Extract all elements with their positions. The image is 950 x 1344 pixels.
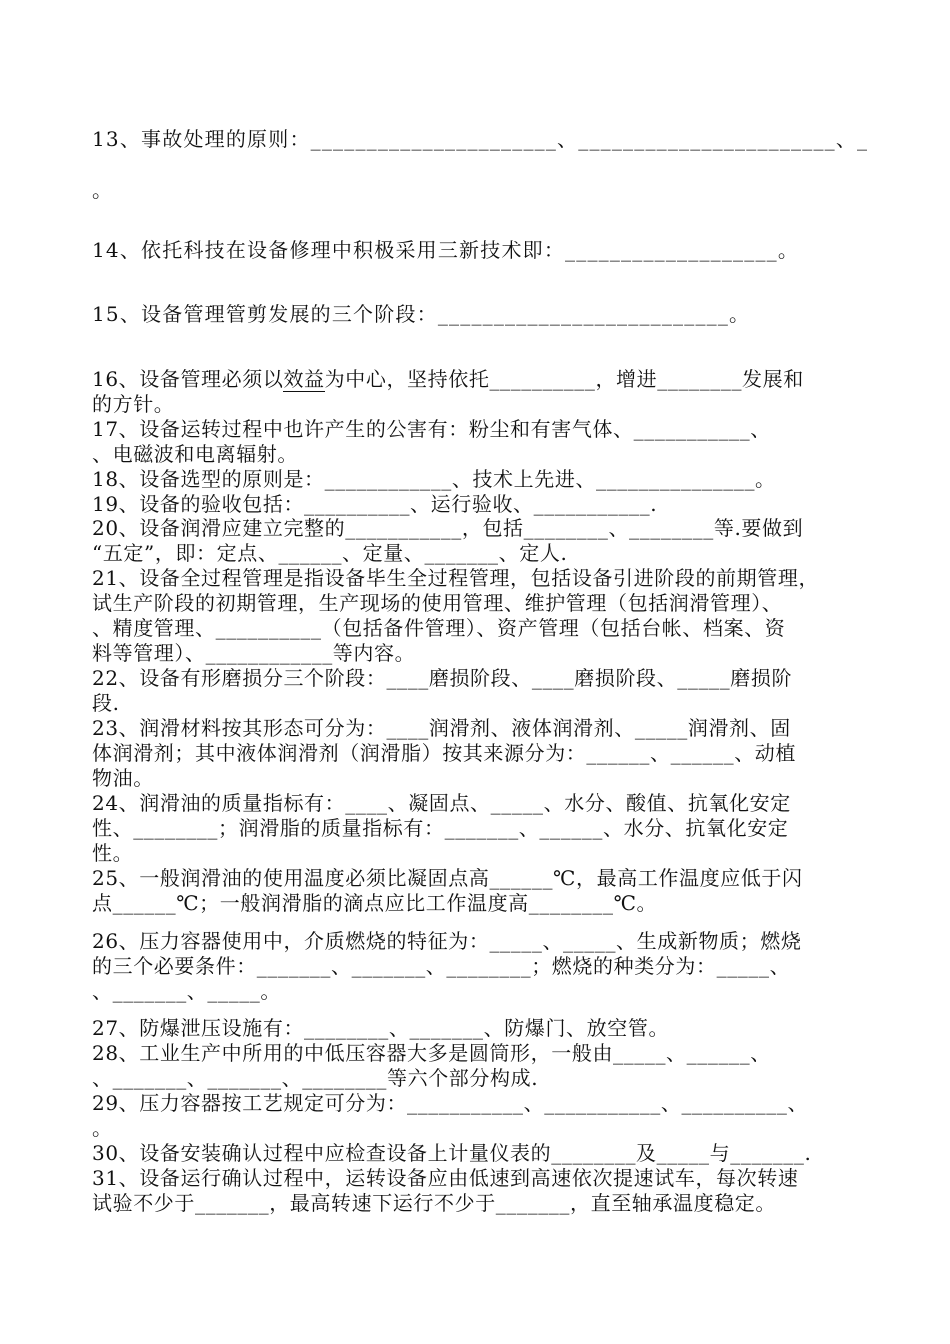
question-23-line-1: 23、润滑材料按其形态可分为：____润滑剂、液体润滑剂、_____润滑剂、固 <box>92 716 791 740</box>
question-26-line-1: 26、压力容器使用中，介质燃烧的特征为：_____、_____、生成新物质；燃烧 <box>92 929 802 953</box>
question-29-line-2: 。 <box>92 1116 113 1140</box>
question-19-line-1: 19、设备的验收包括：__________、运行验收、___________. <box>92 492 658 516</box>
question-23-line-2: 体润滑剂；其中液体润滑剂（润滑脂）按其来源分为：______、______、动植 <box>92 741 796 765</box>
question-16-line-2: 的方针。 <box>92 392 175 416</box>
question-20-line-2: “五定”，即：定点、______、定量、_______、定人. <box>92 541 568 565</box>
question-21-line-3: 、精度管理、__________（包括备件管理）、资产管理（包括台帐、档案、资 <box>92 616 786 640</box>
question-26-line-3: 、_______、_____。 <box>92 979 281 1003</box>
question-25-line-2: 点______℃；一般润滑脂的滴点应比工作温度高________℃。 <box>92 891 658 915</box>
question-18-line-1: 18、设备选型的原则是：____________、技术上先进、_______________。 <box>92 467 776 491</box>
question-28-line-1: 28、工业生产中所用的中低压容器大多是圆筒形，一般由_____、______、 <box>92 1041 771 1065</box>
question-17-line-1: 17、设备运转过程中也许产生的公害有：粉尘和有害气体、___________、 <box>92 417 771 441</box>
question-31-line-2: 试验不少于_______，最高转速下运行不少于_______，直至轴承温度稳定。 <box>92 1191 776 1215</box>
question-23-line-3: 物油。 <box>92 766 154 790</box>
underlined-word: 效益 <box>283 367 325 391</box>
question-25-line-1: 25、一般润滑油的使用温度必须比凝固点高______℃，最高工作温度应低于闪 <box>92 866 803 890</box>
question-14-line-1: 14、依托科技在设备修理中积极采用三新技术即：___________________。 <box>92 238 800 262</box>
question-24-line-2: 性、________；润滑脂的质量指标有：_______、______、水分、抗氧化安定 <box>92 816 789 840</box>
question-30-line-1: 30、设备安装确认过程中应检查设备上计量仪表的________及_____与_______. <box>92 1141 812 1165</box>
question-24-line-3: 性。 <box>92 841 134 865</box>
question-17-line-2: 、电磁波和电离辐射。 <box>92 442 298 466</box>
question-21-line-2: 试生产阶段的初期管理，生产现场的使用管理、维护管理（包括润滑管理）、 <box>92 591 783 615</box>
question-15-line-1: 15、设备管理管剪发展的三个阶段：__________________________。 <box>92 302 751 326</box>
question-26-line-2: 的三个必要条件：_______、_______、________；燃烧的种类分为：_____、 <box>92 954 791 978</box>
question-13-line-1: 13、事故处理的原则：______________________、_______________________、_ <box>92 127 869 151</box>
question-20-line-1: 20、设备润滑应建立完整的___________，包括________、________等.要做到 <box>92 516 804 540</box>
question-24-line-1: 24、润滑油的质量指标有：____、凝固点、_____、水分、酸值、抗氧化安定 <box>92 791 791 815</box>
question-16-line-1: 16、设备管理必须以效益为中心，坚持依托__________，增进________发展和 <box>92 367 804 391</box>
question-22-line-2: 段. <box>92 691 120 715</box>
question-13-line-2: 。 <box>92 178 114 202</box>
question-22-line-1: 22、设备有形磨损分三个阶段：____磨损阶段、____磨损阶段、_____磨损阶 <box>92 666 793 690</box>
question-29-line-1: 29、压力容器按工艺规定可分为：___________、___________、__________、 <box>92 1091 809 1115</box>
question-21-line-4: 料等管理）、____________等内容。 <box>92 641 416 665</box>
question-28-line-2: 、_______、_______、________等六个部分构成. <box>92 1066 539 1090</box>
question-31-line-1: 31、设备运行确认过程中，运转设备应由低速到高速依次提速试车，每次转速 <box>92 1166 799 1190</box>
question-27-line-1: 27、防爆泄压设施有：________、_______、防爆门、放空管。 <box>92 1016 670 1040</box>
question-21-line-1: 21、设备全过程管理是指设备毕生全过程管理，包括设备引进阶段的前期管理， <box>92 566 820 590</box>
